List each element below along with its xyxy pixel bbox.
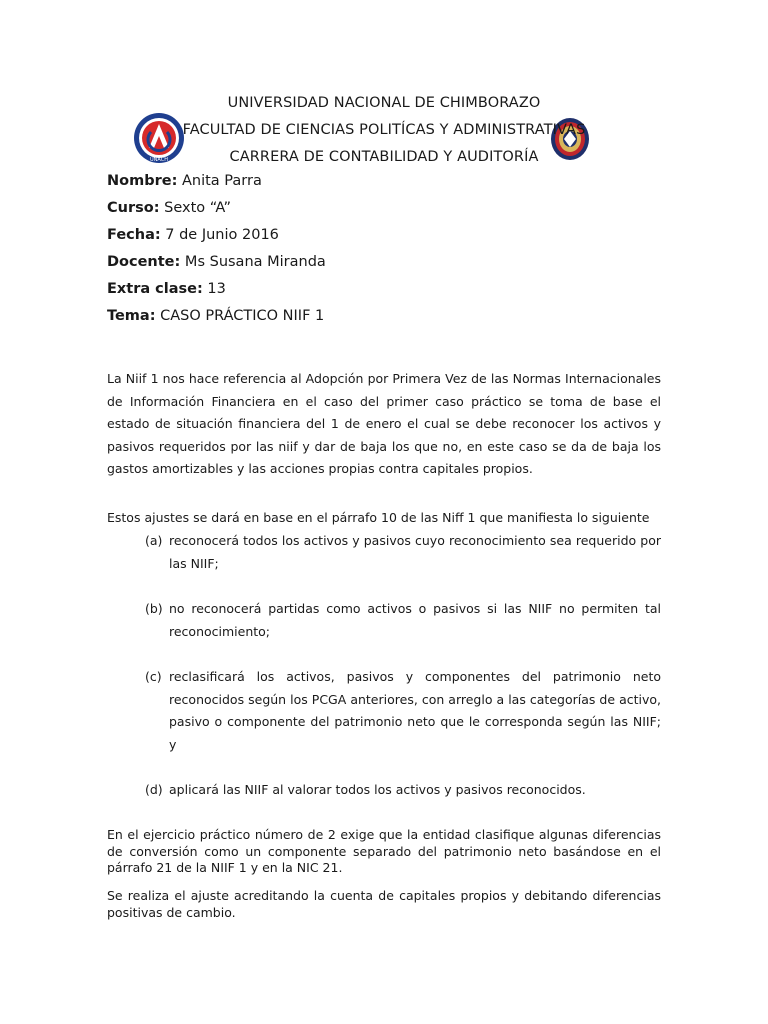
field-extra-clase (107, 276, 667, 303)
document-header (0, 90, 768, 171)
niif-list (145, 530, 661, 802)
paragraph-adjustment-entry: Se realiza el ajuste acreditando la cuenta de capitales propios y debitando diferencias positivas de cambio. (107, 888, 661, 920)
career-name: CARRERA DE CONTABILIDAD Y AUDITORÍA (229, 149, 539, 165)
field-tema (107, 303, 667, 330)
field-label: Extra clase: (107, 281, 203, 297)
field-label: Docente: (107, 254, 181, 270)
field-label: Tema: (107, 308, 156, 324)
field-label: Fecha: (107, 227, 161, 243)
list-item (145, 598, 661, 643)
list-marker: (c) (145, 669, 162, 684)
list-item (145, 530, 661, 575)
field-docente (107, 249, 667, 276)
list-text: no reconocerá partidas como activos o pasivos si las NIIF no permiten tal reconocimiento; (169, 601, 661, 639)
field-value: Sexto “A” (159, 200, 232, 216)
field-nombre (107, 168, 667, 195)
paragraph-adjustments: Estos ajustes se dará en base en el párrafo 10 de las Niff 1 que manifiesta lo siguiente (107, 510, 650, 525)
svg-text:UNACH: UNACH (150, 157, 168, 163)
list-item (145, 779, 661, 802)
list-text: reclasificará los activos, pasivos y componentes del patrimonio neto reconocidos según los PCGA anteriores, con arreglo a las categorías de activo, pasivo o componente del patrimonio neto que le corresponda según las NIIF; y (169, 669, 661, 752)
field-value: Anita Parra (177, 173, 262, 189)
field-fecha (107, 222, 667, 249)
field-curso (107, 195, 667, 222)
list-marker: (d) (145, 782, 163, 797)
list-text: reconocerá todos los activos y pasivos cuyo reconocimiento sea requerido por las NIIF; (169, 533, 661, 571)
field-value: 13 (202, 281, 226, 297)
field-value: 7 de Junio 2016 (160, 227, 279, 243)
field-value: Ms Susana Miranda (180, 254, 326, 270)
field-label: Curso: (107, 200, 160, 216)
list-item (145, 666, 661, 756)
field-value: CASO PRÁCTICO NIIF 1 (155, 308, 325, 324)
faculty-name: FACULTAD DE CIENCIAS POLITÍCAS Y ADMINISTRATIVAS (182, 122, 586, 138)
field-label: Nombre: (107, 173, 178, 189)
list-marker: (a) (145, 533, 163, 548)
list-marker: (b) (145, 601, 163, 616)
paragraph-exercise-2: En el ejercicio práctico número de 2 exige que la entidad clasifique algunas diferencias de conversión como un componente separado del patrimonio neto basándose en el párrafo 21 de la NIIF 1 y en la NIC 21. (107, 827, 661, 875)
university-name: UNIVERSIDAD NACIONAL DE CHIMBORAZO (227, 95, 541, 111)
list-text: aplicará las NIIF al valorar todos los activos y pasivos reconocidos. (169, 782, 586, 797)
info-fields (107, 168, 667, 330)
paragraph-intro: La Niif 1 nos hace referencia al Adopción por Primera Vez de las Normas Internacionales de Información Financiera en el caso del primer caso práctico se toma de base el estado de situación financiera del 1 de enero el cual se debe reconocer los activos y pasivos requeridos por las niif y dar de baja los que no, en este caso se da de baja los gastos amortizables y las acciones propias contra capitales propios. (107, 371, 661, 477)
